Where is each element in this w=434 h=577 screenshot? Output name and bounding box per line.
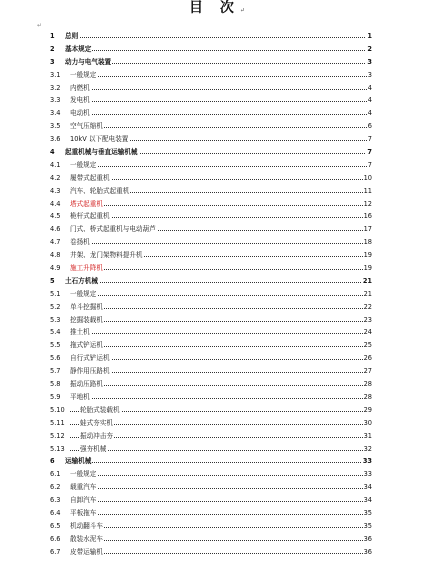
toc-entry[interactable] — [0, 546, 434, 559]
toc-entry-number: 4.2 — [50, 173, 61, 182]
toc-leader-dots — [70, 359, 369, 360]
toc-leader-dots — [70, 50, 369, 51]
toc-leader-dots — [70, 333, 369, 334]
toc-entry[interactable] — [0, 533, 434, 546]
toc-leader-dots — [70, 89, 369, 90]
toc-entry[interactable] — [0, 210, 434, 223]
toc-entry-title: 机动翻斗车 — [70, 520, 104, 533]
toc-entry-page: 4 — [367, 94, 372, 107]
toc-entry-page: 1 — [366, 30, 372, 43]
toc-entry-title: 10kV 以下配电装置 — [70, 133, 129, 146]
toc-entry-title: 一般规定 — [70, 288, 97, 301]
toc-entry[interactable] — [0, 107, 434, 120]
toc-entry-page: 6 — [367, 120, 372, 133]
toc-entry-number: 4.9 — [50, 264, 61, 273]
toc-entry-number: 4.7 — [50, 238, 61, 247]
toc-leader-dots — [70, 475, 369, 476]
toc-entry-title: 平板拖车 — [70, 507, 97, 520]
toc-entry-title: 自卸汽车 — [70, 494, 97, 507]
toc-entry-title: 蛙式夯实机 — [80, 417, 114, 430]
toc-leader-dots — [70, 63, 369, 64]
toc-leader-dots — [70, 346, 369, 347]
toc-entry-title: 内燃机 — [70, 82, 91, 95]
toc-entry-title: 卷扬机 — [70, 236, 91, 249]
toc-leader-dots — [70, 269, 369, 270]
toc-entry-number: 5.9 — [50, 392, 61, 401]
toc-entry[interactable] — [0, 223, 434, 236]
toc-entry-title: 总则 — [65, 30, 79, 43]
toc-entry[interactable] — [0, 236, 434, 249]
toc-entry-page: 22 — [363, 301, 372, 314]
toc-entry-title: 轮胎式装载机 — [80, 404, 121, 417]
toc-entry-title: 推土机 — [70, 326, 91, 339]
toc-entry-title: 基本规定 — [65, 43, 92, 56]
toc-entry-page: 27 — [363, 365, 372, 378]
toc-entry-title: 拖式铲运机 — [70, 339, 104, 352]
toc-entry-page: 19 — [363, 262, 372, 275]
toc-entry-number: 4 — [50, 148, 55, 157]
toc-entry-page: 21 — [363, 288, 372, 301]
toc-entry-number: 5.10 — [50, 405, 65, 414]
toc-entry[interactable] — [0, 365, 434, 378]
toc-entry-number: 5.4 — [50, 328, 61, 337]
toc-entry-page: 25 — [363, 339, 372, 352]
toc-entry-title: 门式、桥式起重机与电动葫芦 — [70, 223, 157, 236]
toc-leader-dots — [70, 127, 369, 128]
toc-entry[interactable] — [0, 94, 434, 107]
toc-entry-number: 2 — [50, 44, 55, 53]
toc-entry[interactable] — [0, 30, 434, 43]
toc-entry-number: 6.7 — [50, 547, 61, 556]
toc-leader-dots — [70, 540, 369, 541]
toc-entry-title: 汽车、轮胎式起重机 — [70, 185, 130, 198]
toc-entry-page: 4 — [367, 82, 372, 95]
toc-entry[interactable] — [0, 481, 434, 494]
toc-entry-title: 载重汽车 — [70, 481, 97, 494]
toc-leader-dots — [70, 372, 369, 373]
toc-entry-number: 3.5 — [50, 122, 61, 131]
toc-entry-title: 强夯机械 — [80, 443, 107, 456]
toc-entry-number: 4.6 — [50, 225, 61, 234]
toc-entry-number: 5.11 — [50, 418, 65, 427]
toc-entry-number: 5 — [50, 276, 55, 285]
toc-entry[interactable] — [0, 301, 434, 314]
toc-entry[interactable] — [0, 249, 434, 262]
toc-entry-number: 3.1 — [50, 70, 61, 79]
toc-entry[interactable] — [0, 314, 434, 327]
toc-entry-page: 3 — [367, 69, 372, 82]
toc-leader-dots — [70, 462, 369, 463]
toc-entry-page: 17 — [363, 223, 372, 236]
toc-leader-dots — [70, 527, 369, 528]
toc-entry[interactable] — [0, 288, 434, 301]
toc-entry-number: 3 — [50, 57, 55, 66]
toc-entry-number: 3.3 — [50, 96, 61, 105]
toc-entry-page: 34 — [363, 494, 372, 507]
toc-entry[interactable] — [0, 391, 434, 404]
toc-entry-number: 4.8 — [50, 251, 61, 260]
toc-leader-dots — [70, 437, 369, 438]
toc-entry-title: 塔式起重机 — [70, 198, 104, 211]
toc-leader-dots — [70, 101, 369, 102]
toc-leader-dots — [70, 450, 369, 451]
toc-entry-page: 31 — [363, 430, 372, 443]
toc-leader-dots — [70, 179, 369, 180]
toc-entry[interactable] — [0, 172, 434, 185]
toc-entry-number: 3.6 — [50, 135, 61, 144]
toc-entry-page: 10 — [363, 172, 372, 185]
toc-entry-page: 33 — [362, 455, 372, 468]
toc-entry-number: 5.6 — [50, 354, 61, 363]
toc-entry[interactable] — [0, 43, 434, 56]
toc-entry-number: 4.3 — [50, 186, 61, 195]
toc-entry-page: 19 — [363, 249, 372, 262]
toc-entry[interactable] — [0, 494, 434, 507]
toc-entry-page: 29 — [363, 404, 372, 417]
toc-entry-title: 散装水泥车 — [70, 533, 104, 546]
toc-entry[interactable] — [0, 339, 434, 352]
toc-leader-dots — [70, 501, 369, 502]
toc-entry-title: 自行式铲运机 — [70, 352, 111, 365]
toc-entry-page: 16 — [363, 210, 372, 223]
toc-entry-page: 28 — [363, 391, 372, 404]
toc-entry-page: 24 — [363, 326, 372, 339]
paragraph-mark: ↵ — [239, 7, 245, 14]
toc-entry-title: 平地机 — [70, 391, 91, 404]
toc-entry-number: 6.6 — [50, 534, 61, 543]
toc-leader-dots — [70, 424, 369, 425]
toc-entry-number: 1 — [50, 32, 55, 40]
toc-entry[interactable] — [0, 159, 434, 172]
toc-entry-number: 3.2 — [50, 83, 61, 92]
toc-entry-page: 7 — [366, 146, 372, 159]
toc-entry-title: 桅杆式起重机 — [70, 210, 111, 223]
toc-entry-number: 4.4 — [50, 199, 61, 208]
toc-entry[interactable] — [0, 455, 434, 468]
toc-entry-number: 5.1 — [50, 289, 61, 298]
toc-entry[interactable] — [0, 507, 434, 520]
toc-entry-title: 单斗挖掘机 — [70, 301, 104, 314]
toc-entry-number: 6.2 — [50, 483, 61, 492]
toc-entry[interactable] — [0, 404, 434, 417]
table-of-contents — [0, 30, 434, 559]
toc-entry-title: 电动机 — [70, 107, 91, 120]
toc-entry-title: 挖掘装载机 — [70, 314, 104, 327]
toc-entry-page: 35 — [363, 520, 372, 533]
toc-entry-page: 3 — [366, 56, 372, 69]
toc-entry-title: 一般规定 — [70, 159, 97, 172]
toc-entry-page: 11 — [363, 185, 372, 198]
toc-entry-page: 23 — [363, 314, 372, 327]
toc-entry-number: 6.3 — [50, 496, 61, 505]
toc-entry-number: 4.1 — [50, 160, 61, 169]
toc-entry-title: 施工升降机 — [70, 262, 104, 275]
paragraph-mark: ↵ — [37, 22, 43, 29]
toc-entry-title: 履带式起重机 — [70, 172, 111, 185]
toc-entry-page: 33 — [363, 468, 372, 481]
toc-entry-title: 运输机械 — [65, 455, 92, 468]
toc-entry-title: 皮带运输机 — [70, 546, 104, 559]
toc-entry-page: 21 — [362, 275, 372, 288]
toc-entry[interactable] — [0, 120, 434, 133]
toc-leader-dots — [70, 385, 369, 386]
toc-entry-number: 6.5 — [50, 521, 61, 530]
toc-entry[interactable] — [0, 326, 434, 339]
toc-entry-page: 7 — [367, 133, 372, 146]
toc-leader-dots — [70, 217, 369, 218]
toc-entry[interactable] — [0, 69, 434, 82]
toc-entry-number: 5.12 — [50, 431, 65, 440]
toc-entry-page: 28 — [363, 378, 372, 391]
toc-leader-dots — [70, 282, 369, 283]
toc-entry[interactable] — [0, 468, 434, 481]
page-title — [0, 0, 434, 18]
toc-entry-number: 4.5 — [50, 212, 61, 221]
toc-entry[interactable] — [0, 430, 434, 443]
toc-leader-dots — [70, 37, 369, 38]
toc-entry-page: 12 — [363, 198, 372, 211]
toc-entry[interactable] — [0, 262, 434, 275]
toc-entry-title: 一般规定 — [70, 468, 97, 481]
toc-entry-number: 6.1 — [50, 470, 61, 479]
toc-entry-number: 5.7 — [50, 367, 61, 376]
toc-entry[interactable] — [0, 82, 434, 95]
toc-entry[interactable] — [0, 443, 434, 456]
toc-entry-title: 土石方机械 — [65, 275, 99, 288]
toc-entry[interactable] — [0, 185, 434, 198]
toc-entry[interactable] — [0, 417, 434, 430]
toc-entry[interactable] — [0, 56, 434, 69]
toc-entry-page: 26 — [363, 352, 372, 365]
toc-entry-title: 静作用压路机 — [70, 365, 111, 378]
toc-leader-dots — [70, 514, 369, 515]
toc-entry-page: 7 — [367, 159, 372, 172]
toc-entry[interactable] — [0, 146, 434, 159]
toc-entry-number: 6 — [50, 457, 55, 466]
toc-entry[interactable] — [0, 275, 434, 288]
toc-entry-title: 振动压路机 — [70, 378, 104, 391]
toc-entry-number: 5.3 — [50, 315, 61, 324]
toc-leader-dots — [70, 295, 369, 296]
toc-entry-page: 36 — [363, 533, 372, 546]
toc-entry[interactable] — [0, 378, 434, 391]
toc-leader-dots — [70, 166, 369, 167]
toc-entry-number: 5.13 — [50, 444, 65, 453]
toc-entry-title: 一般规定 — [70, 69, 97, 82]
toc-leader-dots — [70, 205, 369, 206]
toc-leader-dots — [70, 243, 369, 244]
toc-leader-dots — [70, 488, 369, 489]
toc-entry-number: 3.4 — [50, 109, 61, 118]
toc-entry-number: 6.4 — [50, 508, 61, 517]
toc-leader-dots — [70, 76, 369, 77]
toc-leader-dots — [70, 308, 369, 309]
toc-entry-page: 30 — [363, 417, 372, 430]
toc-entry-number: 5.8 — [50, 380, 61, 389]
toc-leader-dots — [70, 114, 369, 115]
toc-entry-page: 34 — [363, 481, 372, 494]
toc-entry-number: 5.5 — [50, 341, 61, 350]
toc-entry-number: 5.2 — [50, 302, 61, 311]
toc-entry-page: 36 — [363, 546, 372, 559]
toc-leader-dots — [70, 553, 369, 554]
toc-entry-title: 发电机 — [70, 94, 91, 107]
toc-entry-page: 35 — [363, 507, 372, 520]
toc-entry[interactable] — [0, 520, 434, 533]
toc-entry[interactable] — [0, 198, 434, 211]
toc-entry-title: 空气压缩机 — [70, 120, 104, 133]
toc-entry-page: 32 — [363, 443, 372, 456]
toc-entry-title: 振动冲击夯 — [80, 430, 114, 443]
toc-entry[interactable] — [0, 133, 434, 146]
toc-entry-page: 18 — [363, 236, 372, 249]
toc-entry-page: 2 — [366, 43, 372, 56]
toc-entry-title: 井架、龙门架物料提升机 — [70, 249, 144, 262]
toc-leader-dots — [70, 398, 369, 399]
toc-entry[interactable] — [0, 352, 434, 365]
toc-entry-title: 动力与电气装置 — [65, 56, 112, 69]
page-title-text: 目 次 — [189, 0, 240, 16]
toc-entry-page: 4 — [367, 107, 372, 120]
toc-leader-dots — [70, 321, 369, 322]
toc-entry-title: 起重机械与垂直运输机械 — [65, 146, 139, 159]
